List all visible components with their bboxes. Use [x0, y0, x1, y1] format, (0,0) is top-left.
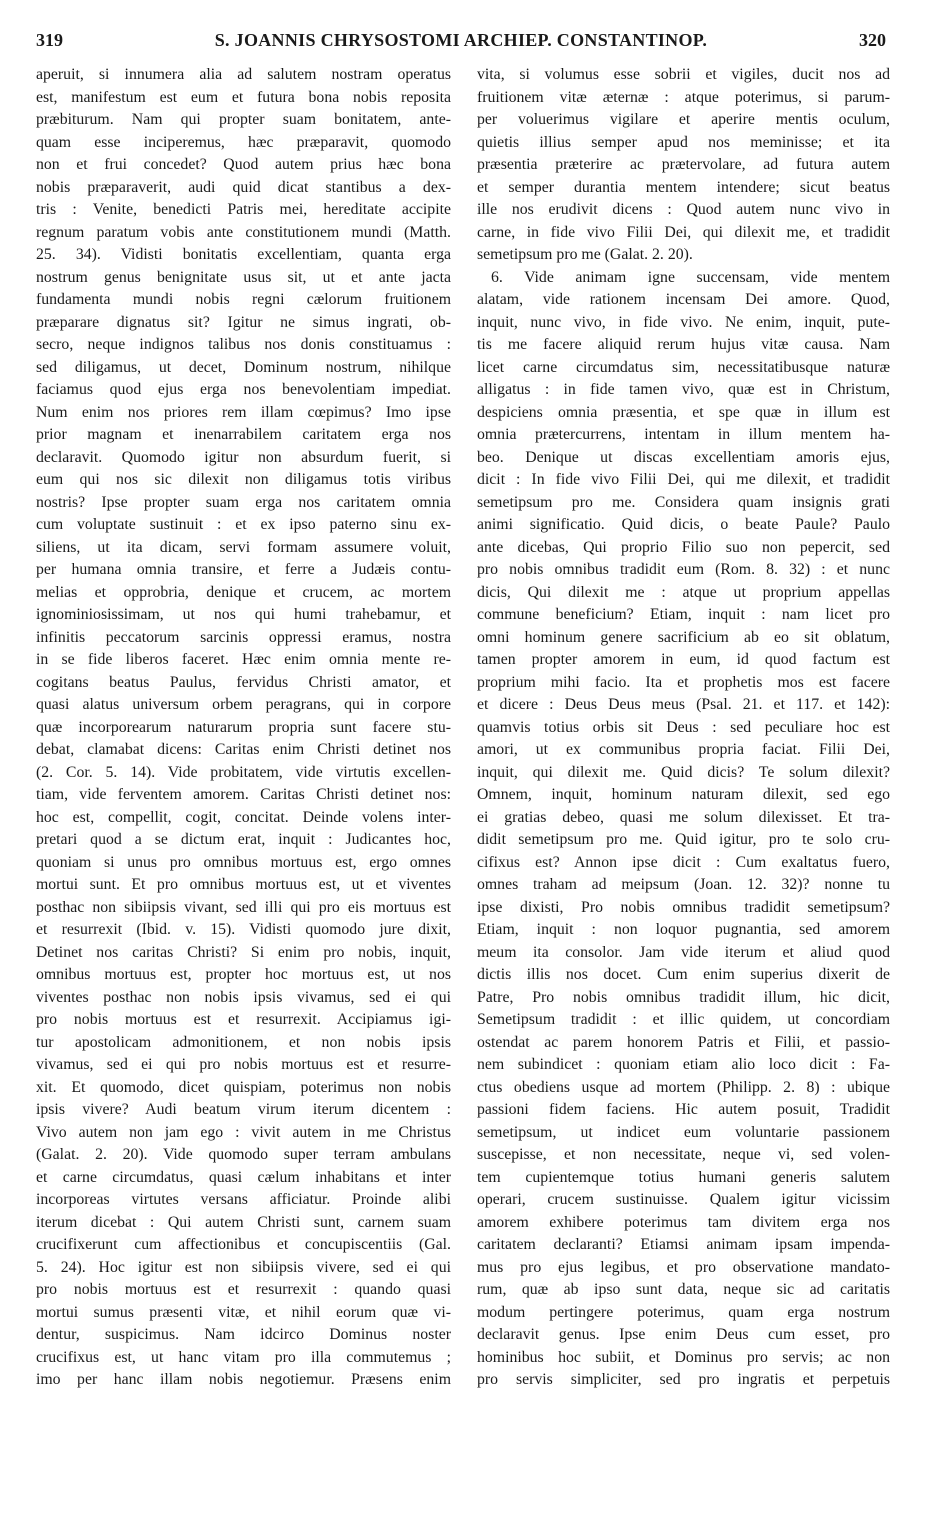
- text-line: vivamus, sed ei qui pro nobis mortuus est et resurre-: [36, 1056, 451, 1073]
- text-line: caritatem declaranti? Etiamsi animam ipsam impenda-: [477, 1236, 890, 1253]
- text-line: melias et opprobria, denique et crucem, ac mortem: [36, 583, 451, 601]
- text-line: Vivo autem non jam ego : vivit autem in me Christus: [36, 1123, 451, 1141]
- text-line: 25. 34). Vidisti bonitatis excellentiam, quanta erga: [36, 246, 451, 263]
- text-line: semetipsum pro me. Considera quam insignis grati: [477, 493, 890, 511]
- text-line: fundamenta mundi nobis regni cælorum fruitionem: [36, 291, 451, 308]
- text-line: et semper durantia mentem intendere; sicut beatus: [477, 178, 890, 196]
- text-line: inquit, nunc vivo, in fide vivo. Ne enim, inquit, pute-: [477, 313, 890, 331]
- text-line: semetipsum pro me (Galat. 2. 20).: [477, 246, 693, 263]
- text-line: præbiturum. Nam qui propter suam bonitatem, ante-: [36, 111, 451, 128]
- text-line: meum ita consolor. Jam vide iterum et aliud quod: [477, 943, 890, 961]
- text-line: commune beneficium? Etiam, inquit : nam licet pro: [477, 606, 890, 623]
- text-line: fruitionem vitæ æternæ : atque poterimus, si parum-: [477, 88, 890, 106]
- left-text-column: [36, 64, 451, 1392]
- text-line: 5. 24). Hoc igitur est non sibiipsis vivere, sed ei qui: [36, 1258, 451, 1276]
- text-line: beo. Denique ut discas excellentiam amoris ejus,: [477, 448, 890, 466]
- text-line: ipse dixisti, Pro nobis omnibus tradidit semetipsum?: [477, 898, 890, 916]
- text-line: secro, neque indignos talibus nos donis constituamus :: [36, 336, 451, 353]
- text-line: cifixus est? Annon ipse dicit : Cum exaltatus fuero,: [477, 853, 890, 871]
- text-line: ei gratias debeo, quasi me solum dilexisset. Et tra-: [477, 808, 890, 826]
- text-line: omnia prætercurrens, intentam in illum mentem ha-: [477, 426, 890, 443]
- text-line: dentur, suspicimus. Nam idcirco Dominus noster: [36, 1326, 451, 1343]
- text-line: per voluerimus vigilare et aperire mentis oculum,: [477, 111, 890, 128]
- text-line: et carne circumdatus, quasi cælum inhabitans et inter: [36, 1168, 451, 1186]
- text-line: 6. Vide animam igne succensam, vide mentem: [491, 268, 890, 286]
- text-line: inquit, qui dilexit me. Quid dicis? Te solum dilexit?: [477, 763, 890, 781]
- text-line: Patre, Pro nobis omnibus tradidit illum, hic dicit,: [477, 988, 890, 1006]
- text-line: regnum paratum vobis ante constitutionem mundi (Matth.: [36, 223, 451, 241]
- text-line: quamvis totius orbis sit Deus : sed peculiare hoc est: [477, 718, 890, 736]
- text-line: licet carne circumdatus sim, necessitatibusque naturæ: [477, 358, 890, 376]
- running-header: [32, 30, 890, 60]
- text-line: dicit : In fide vivo Filii Dei, qui me dilexit, et tradidit: [477, 471, 890, 488]
- text-line: pro nobis mortuus est et resurrexit : quando quasi: [36, 1281, 451, 1298]
- text-line: Etiam, inquit : non loquor pugnantia, sed amorem: [477, 921, 890, 938]
- text-line: modum pertingere poterimus, quam erga nostrum: [477, 1303, 890, 1321]
- text-line: tis me facere aliquid rerum hujus vitæ causa. Nam: [477, 336, 890, 353]
- text-line: siliens, ut ita dicam, servi formam assumere voluit,: [36, 538, 451, 556]
- text-line: declaravit genus. Ipse enim Deus cum esset, pro: [477, 1326, 890, 1343]
- text-line: infinitis peccatorum sarcinis oppressi eramus, nostra: [36, 628, 451, 646]
- text-line: passioni fidem faciens. Hic autem posuit, Tradidit: [477, 1101, 890, 1118]
- text-line: prior magnam et inenarrabilem caritatem erga nos: [36, 426, 451, 443]
- text-line: tem cupientemque totius humani generis salutem: [477, 1168, 890, 1186]
- text-line: proprium mihi facio. Ita et prophetis mos est facere: [477, 673, 890, 691]
- text-line: nobis præparaverit, audi quid dicat stantibus a dex-: [36, 178, 451, 196]
- text-line: alligatus : in fide tamen vivo, quæ est in Christum,: [477, 381, 890, 398]
- text-line: hominibus hoc subiit, et Dominus pro servis; ac non: [477, 1348, 890, 1366]
- text-line: xit. Et quomodo, dicet quispiam, poterimus non nobis: [36, 1078, 451, 1096]
- text-line: iterum dicebat : Qui autem Christi sunt, carnem suam: [36, 1213, 451, 1231]
- text-line: Semetipsum tradidit : et illic quidem, ut concordiam: [477, 1011, 890, 1028]
- text-line: est, manifestum est eum et futura bona nobis reposita: [36, 88, 451, 106]
- text-line: tris : Venite, benedicti Patris mei, hereditate accipite: [36, 201, 451, 218]
- text-line: nostris? Ipse propter suam erga nos caritatem omnia: [36, 493, 451, 511]
- text-line: ignominiosissimam, ut nos qui humi trahebamur, et: [36, 606, 451, 623]
- text-line: omni hominum genere sacrificium ab eo sit oblatum,: [477, 628, 890, 646]
- text-line: alatam, vide rationem incensam Dei amore. Quod,: [477, 291, 890, 308]
- text-line: Detinet nos caritas Christi? Si enim pro nobis, inquit,: [36, 943, 451, 961]
- text-line: dicis, Qui dilexit me : atque ut proprium appellas: [477, 583, 890, 601]
- page-number-right: 320: [859, 30, 886, 50]
- text-line: et dicere : Deus Deus meus (Psal. 21. et 117. et 142):: [477, 696, 890, 713]
- text-line: suscepisse, et non necessitate, neque vi, sed volen-: [477, 1146, 890, 1163]
- text-line: amorem exhibere poterimus tam divitem erga nos: [477, 1213, 890, 1231]
- text-line: dictis illis nos docet. Cum enim superius dixerit de: [477, 966, 890, 983]
- text-line: quoniam si unus pro omnibus mortuus est, ergo omnes: [36, 853, 451, 871]
- text-line: et resurrexit (Ibid. v. 15). Vidisti quomodo jure dixit,: [36, 921, 451, 938]
- text-line: ante dicebas, Qui proprio Filio suo non pepercit, sed: [477, 538, 890, 556]
- text-line: sed diligamus, ut decet, Dominum nostrum, nihilque: [36, 358, 451, 376]
- running-title: S. JOANNIS CHRYSOSTOMI ARCHIEP. CONSTANTINOP.: [214, 30, 708, 50]
- text-line: quæ incorporearum naturarum propria sunt facere stu-: [36, 718, 451, 736]
- text-line: pretari quod a se dictum erat, inquit : Judicantes hoc,: [36, 831, 451, 848]
- text-line: eum qui nos sic dilexit non diligamus totis viribus: [36, 471, 451, 488]
- text-line: aperuit, si innumera alia ad salutem nostram operatus: [36, 66, 451, 83]
- text-line: crucifixus est, ut hanc vitam pro illa commutemus ;: [36, 1348, 451, 1366]
- text-line: nostrum genus benignitate usus sit, ut et ante jacta: [36, 268, 451, 286]
- text-line: operari, crucem sustinuisse. Qualem igitur vicissim: [477, 1191, 890, 1208]
- text-line: crucifixerunt cum affectionibus et concupiscentiis (Gal.: [36, 1236, 451, 1253]
- text-line: omnes traham ad meipsum (Joan. 12. 32)? nonne tu: [477, 876, 890, 893]
- text-line: tiam, vide ferventem amorem. Caritas Christi detinet nos:: [36, 786, 451, 803]
- text-line: animi significatio. Quid dicis, o beate Paule? Paulo: [477, 516, 890, 533]
- text-line: ipsis vivere? Audi beatum virum iterum dicentem :: [36, 1101, 451, 1118]
- text-line: declaravit. Quomodo igitur non absurdum fuerit, si: [36, 448, 451, 466]
- text-line: vita, si volumus esse sobrii et vigiles, ducit nos ad: [477, 66, 890, 83]
- text-line: rum, quæ ab ipso sunt data, neque sic ad caritatis: [477, 1281, 890, 1298]
- text-line: omnibus mortuus est, propter hoc mortuus est, ut nos: [36, 966, 451, 983]
- text-line: incorporeas virtutes versans afficiatur. Proinde alibi: [36, 1191, 451, 1208]
- text-line: viventes posthac non nobis ipsis vivamus, sed ei qui: [36, 988, 451, 1006]
- text-line: cum voluptate sustinuit : et ex ipso paterno sinu ex-: [36, 516, 451, 533]
- text-line: quasi alatus universum orbem peragrans, qui in corpore: [36, 696, 451, 713]
- text-line: mortui sumus præsenti vitæ, et nihil eorum quæ vi-: [36, 1303, 451, 1321]
- text-line: hoc est, compellit, cogit, concitat. Deinde volens inter-: [36, 808, 451, 826]
- text-line: posthac non sibiipsis vivant, sed illi qui pro eis mortuus est: [36, 898, 451, 916]
- text-line: Omnem, inquit, hominum naturam dilexit, sed ego: [477, 786, 890, 803]
- text-line: non et frui concedet? Quod autem prius hæc bona: [36, 156, 451, 173]
- text-line: tamen propter amorem in eum, id quod factum est: [477, 651, 890, 668]
- text-line: per humana omnia transire, et ferre a Judæis contu-: [36, 561, 451, 578]
- text-line: (Galat. 2. 20). Vide quomodo super terram ambulans: [36, 1146, 451, 1163]
- text-line: amori, ut ex communibus propria faciat. Filii Dei,: [477, 741, 890, 758]
- text-line: pro nobis omnibus tradidit eum (Rom. 8. 32) : et nunc: [477, 561, 890, 578]
- text-line: ctus obediens usque ad mortem (Philipp. 2. 8) : ubique: [477, 1078, 890, 1096]
- text-line: quietis illius semper apud nos meminisse; et ita: [477, 133, 890, 151]
- page-number-left: 319: [36, 30, 63, 50]
- text-line: præsentia præterire ac prætervolare, ad futura autem: [477, 156, 890, 173]
- text-line: nem subindicet : quoniam etiam alio loco dicit : Fa-: [477, 1056, 890, 1073]
- text-line: (2. Cor. 5. 14). Vide probitatem, vide virtutis excellen-: [36, 763, 451, 781]
- text-line: Num enim nos priores rem illam cœpimus? Imo ipse: [36, 403, 451, 421]
- text-line: didit semetipsum pro me. Quid igitur, pro te solo cru-: [477, 831, 890, 848]
- text-line: tur apostolicam admonitionem, et non nobis ipsis: [36, 1033, 451, 1051]
- text-line: faciamus quod ejus erga nos benevolentiam impediat.: [36, 381, 451, 398]
- right-text-column: [477, 64, 890, 1392]
- text-line: mortui sunt. Et pro omnibus mortuus est, ut et viventes: [36, 876, 451, 893]
- text-line: semetipsum, ut indicet eum voluntarie passionem: [477, 1123, 890, 1141]
- text-line: cogitans beatus Paulus, fervidus Christi amator, et: [36, 673, 451, 691]
- text-line: mus pro ejus legibus, et pro observatione mandato-: [477, 1258, 890, 1276]
- text-line: in se fide liberos faceret. Hæc enim omnia mente re-: [36, 651, 451, 668]
- text-line: quam esse inciperemus, hæc præparavit, quomodo: [36, 133, 451, 151]
- text-line: pro nobis mortuus est et resurrexit. Accipiamus igi-: [36, 1011, 451, 1028]
- text-line: pro servis simpliciter, sed pro ingratis et perpetuis: [477, 1371, 890, 1388]
- text-line: imo per hanc illam nobis negotiemur. Præsens enim: [36, 1371, 451, 1388]
- text-line: despiciens omnia præsentia, et spe quæ in illum est: [477, 403, 890, 421]
- text-line: ostendat ac parem honorem Patris et Filii, et passio-: [477, 1033, 890, 1051]
- text-line: debat, clamabat dicens: Caritas enim Christi detinet nos: [36, 741, 451, 758]
- text-line: carne, in fide vivo Filii Dei, qui dilexit me, et tradidit: [477, 223, 890, 241]
- text-line: præparare dignatus sit? Igitur ne simus ingrati, ob-: [36, 313, 451, 331]
- text-line: ille nos erudivit dicens : Quod autem nunc vivo in: [477, 201, 890, 218]
